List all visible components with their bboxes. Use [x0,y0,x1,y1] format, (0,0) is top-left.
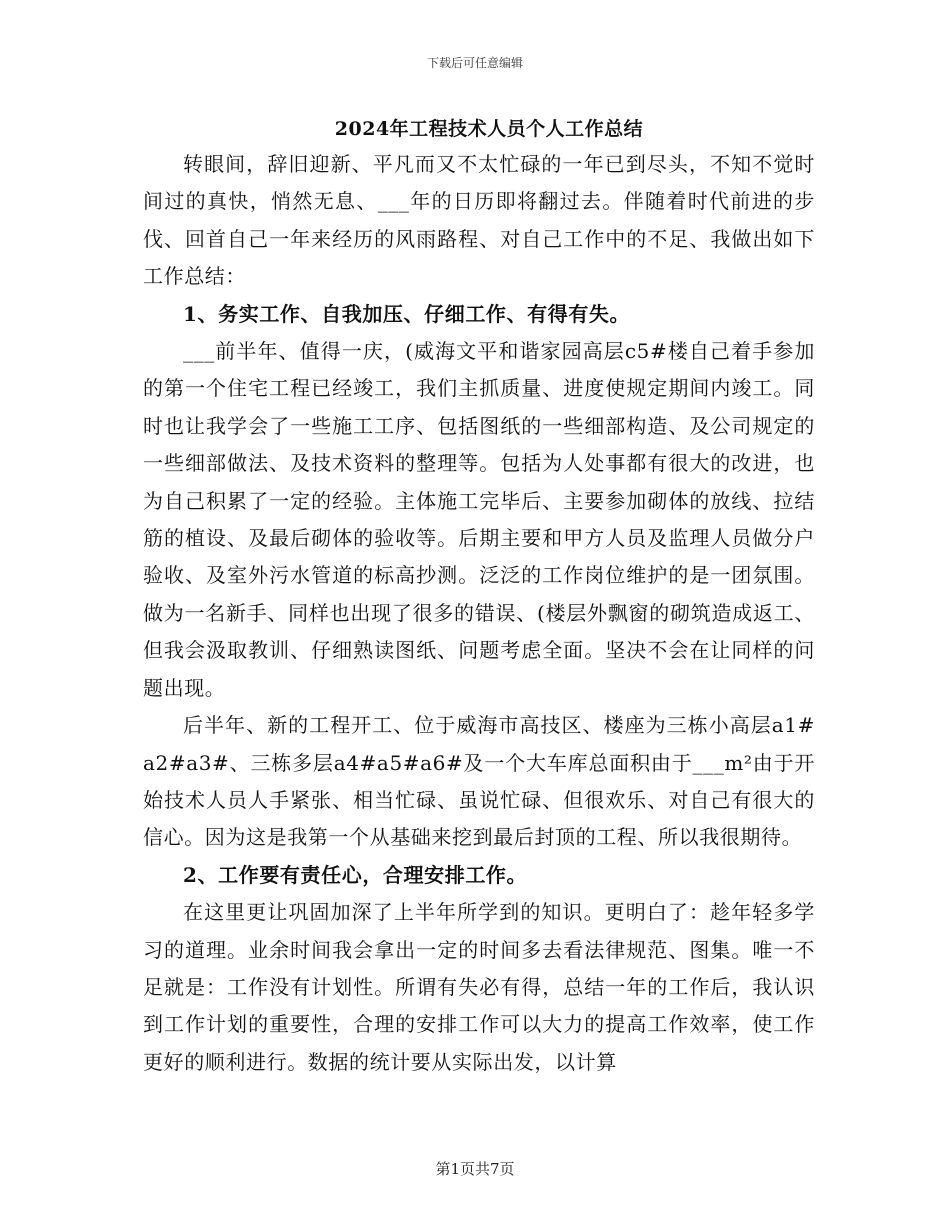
paragraph-intro: 转眼间，辞旧迎新、平凡而又不太忙碌的一年已到尽头，不知不觉时间过的真快，悄然无息、___年的日历即将翻过去。伴随着时代前进的步伐、回首自己一年来经历的风雨路程、对自己工作中的不足、我做出如下工作总结： [143,152,815,289]
paragraph-second-half: 后半年、新的工程开工、位于威海市高技区、楼座为三栋小高层a1#a2#a3#、三栋多层a4#a5#a6#及一个大车库总面积由于___m²由于开始技术人员人手紧张、相当忙碌、虽说忙碌、但很欢乐、对自己有很大的信心。因为这是我第一个从基础来挖到最后封顶的工程、所以我很期待。 [143,713,815,850]
section-heading-1: 1、务实工作、自我加压、仔细工作、有得有失。 [183,301,631,326]
page-number: 第1页共7页 [435,1160,515,1178]
download-note: 下载后可任意编辑 [426,56,523,70]
section-heading-2: 2、工作要有责任心，合理安排工作。 [183,862,528,887]
document-title: 2024年工程技术人员个人工作总结 [334,118,644,140]
paragraph-first-half: ___前半年、值得一庆，(威海文平和谐家园高层c5#楼自己着手参加的第一个住宅工程已经竣工，我们主抓质量、进度使规定期间内竣工。同时也让我学会了一些施工工序、包括图纸的一些细部构造、及公司规定的一些细部做法、及技术资料的整理等。包括为人处事都有很大的改进，也为自己积累了一定的经验。主体施工完毕后、主要参加砌体的放线、拉结筋的植设、及最后砌体的验收等。后期主要和甲方人员及监理人员做分户验收、及室外污水管道的标高抄测。泛泛的工作岗位维护的是一团氛围。做为一名新手、同样也出现了很多的错误、(楼层外飘窗的砌筑造成返工、但我会汲取教训、仔细熟读图纸、问题考虑全面。坚决不会在让同样的问题出现。 [143,339,815,700]
document-body [143,112,815,1081]
paragraph-responsibility: 在这里更让巩固加深了上半年所学到的知识。更明白了：趁年轻多学习的道理。业余时间我会拿出一定的时间多去看法律规范、图集。唯一不足就是：工作没有计划性。所谓有失必有得，总结一年的工作后，我认识到工作计划的重要性，合理的安排工作可以大力的提高工作效率，使工作更好的顺利进行。数据的统计要从实际出发，以计算 [143,900,815,1074]
